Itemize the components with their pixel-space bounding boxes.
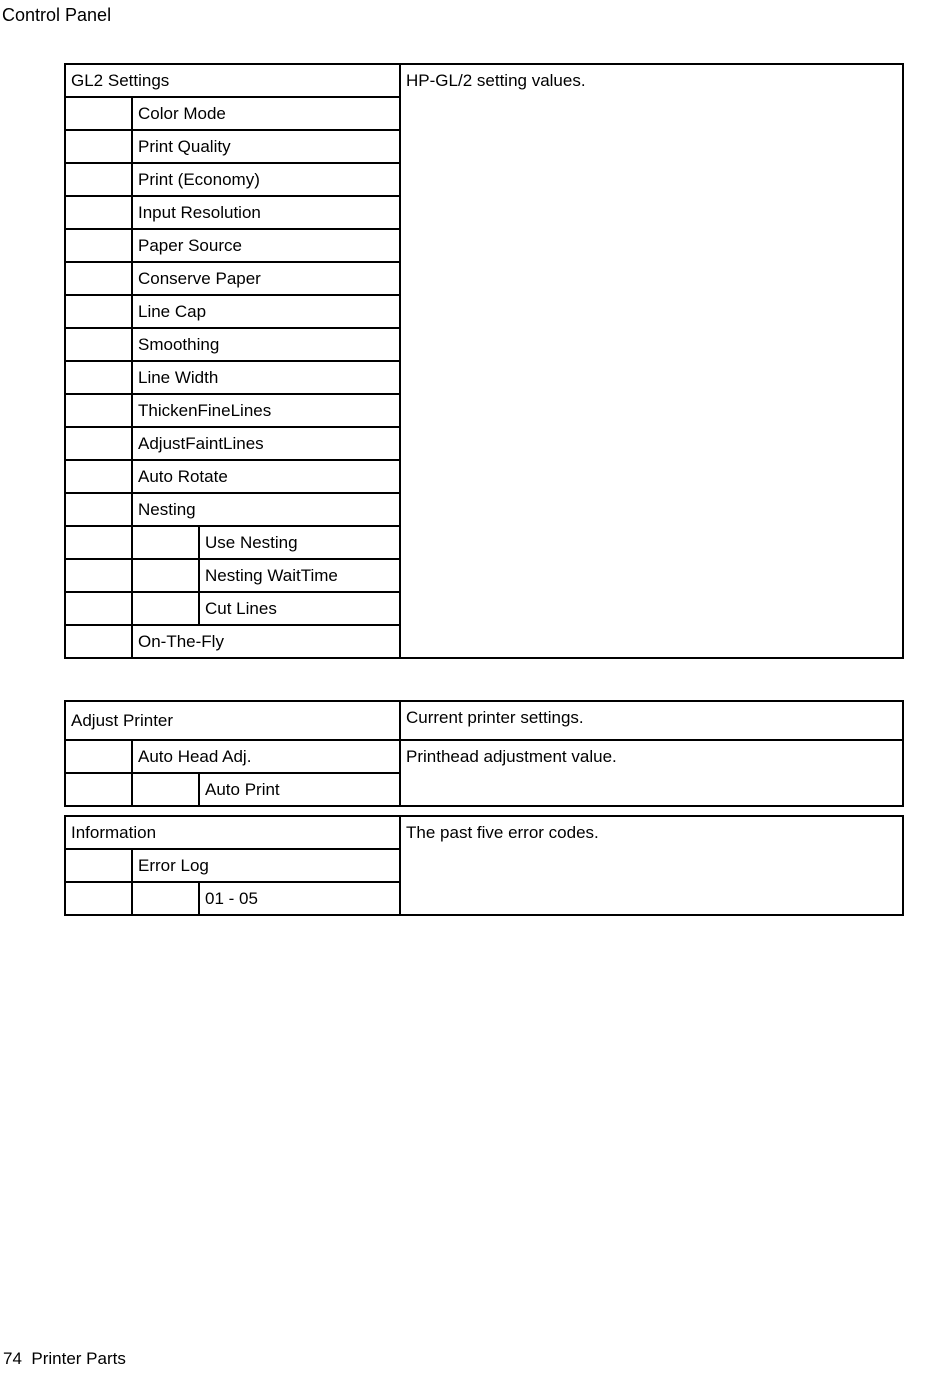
menu-item-print-quality: Print Quality [132,130,400,163]
indent-cell [65,229,132,262]
indent-cell [65,460,132,493]
menu-subitem-auto-print: Auto Print [199,773,400,806]
page-footer [3,1349,126,1369]
indent-cell [65,559,132,592]
menu-item-smoothing: Smoothing [132,328,400,361]
menu-subitem-nesting-waittime: Nesting WaitTime [199,559,400,592]
indent-cell [132,559,199,592]
menu-label-gl2-settings: GL2 Settings [65,64,400,97]
page-number: 74 [3,1349,22,1368]
menu-subitem-cut-lines: Cut Lines [199,592,400,625]
description-adjust-printer: Current printer settings. [400,701,903,740]
gl2-settings-table [64,63,904,659]
menu-item-line-width: Line Width [132,361,400,394]
indent-cell [132,592,199,625]
indent-cell [65,394,132,427]
menu-item-print-economy: Print (Economy) [132,163,400,196]
menu-item-color-mode: Color Mode [132,97,400,130]
indent-cell [132,882,199,915]
indent-cell [65,773,132,806]
menu-item-conserve-paper: Conserve Paper [132,262,400,295]
menu-label-information: Information [65,816,400,849]
table-row [65,64,903,97]
section-title: Printer Parts [31,1349,126,1368]
indent-cell [65,526,132,559]
menu-item-thicken-fine-lines: ThickenFineLines [132,394,400,427]
table-row [65,701,903,740]
indent-cell [132,526,199,559]
indent-cell [132,773,199,806]
indent-cell [65,849,132,882]
description-auto-head-adj: Printhead adjustment value. [400,740,903,806]
menu-item-auto-head-adj: Auto Head Adj. [132,740,400,773]
indent-cell [65,740,132,773]
indent-cell [65,493,132,526]
indent-cell [65,295,132,328]
menu-item-auto-rotate: Auto Rotate [132,460,400,493]
indent-cell [65,882,132,915]
menu-subitem-error-codes: 01 - 05 [199,882,400,915]
table-row [65,740,903,773]
indent-cell [65,361,132,394]
menu-item-paper-source: Paper Source [132,229,400,262]
indent-cell [65,625,132,658]
indent-cell [65,163,132,196]
menu-subitem-use-nesting: Use Nesting [199,526,400,559]
menu-item-adjust-faint-lines: AdjustFaintLines [132,427,400,460]
indent-cell [65,262,132,295]
menu-item-nesting: Nesting [132,493,400,526]
indent-cell [65,592,132,625]
indent-cell [65,130,132,163]
menu-item-error-log: Error Log [132,849,400,882]
description-information: The past five error codes. [400,816,903,915]
menu-item-line-cap: Line Cap [132,295,400,328]
page-header: Control Panel [2,5,112,25]
adjust-printer-table [64,700,904,807]
description-gl2-settings: HP-GL/2 setting values. [400,64,903,658]
indent-cell [65,328,132,361]
indent-cell [65,97,132,130]
indent-cell [65,427,132,460]
menu-label-adjust-printer: Adjust Printer [65,701,400,740]
information-table [64,815,904,916]
menu-item-on-the-fly: On-The-Fly [132,625,400,658]
table-row [65,816,903,849]
menu-item-input-resolution: Input Resolution [132,196,400,229]
indent-cell [65,196,132,229]
